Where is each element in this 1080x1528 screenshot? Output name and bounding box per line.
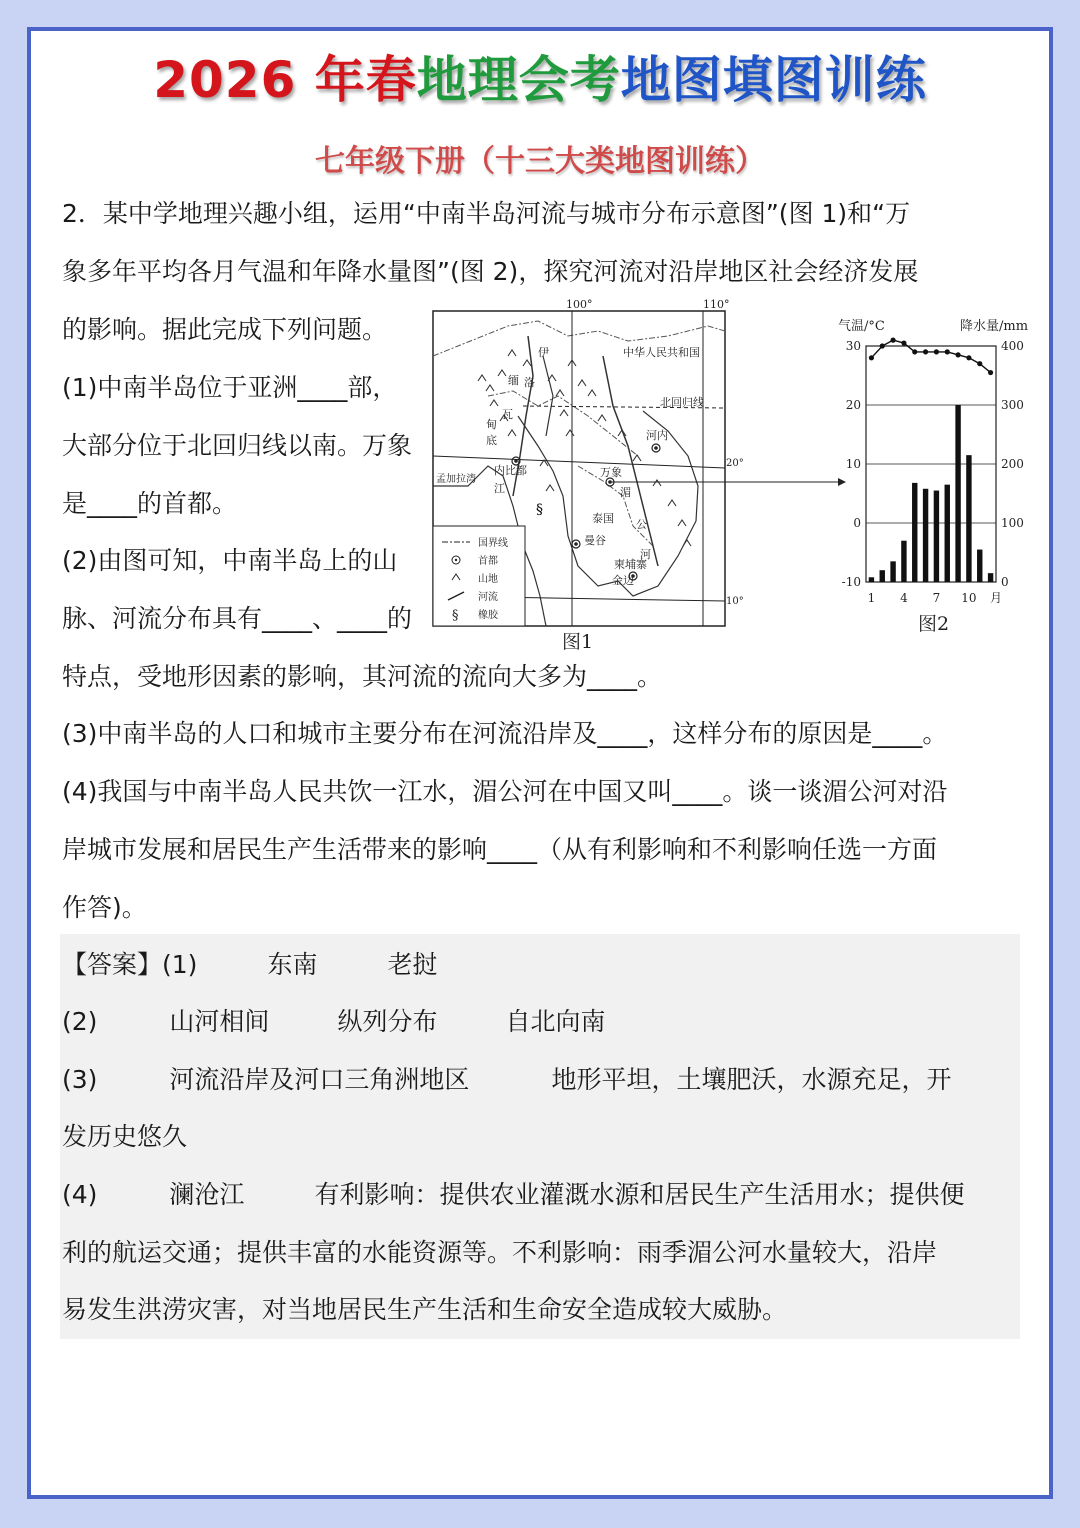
x-unit: 月 [990, 591, 1003, 605]
question-line: 2．某中学地理兴趣小组，运用“中南半岛河流与城市分布示意图”(图 1)和“万 [62, 199, 911, 228]
answer-text: 地形平坦，土壤肥沃，水源充足，开 [551, 1065, 952, 1094]
answer-num: (3) [62, 1065, 98, 1094]
answer-num: (2) [62, 1007, 98, 1036]
y-tick-label: -10 [841, 575, 861, 589]
answer-num: (1) [162, 950, 198, 979]
answer-text: 老挝 [387, 950, 438, 979]
rubber-symbol: § [536, 502, 543, 518]
x-tick-label: 7 [932, 591, 941, 605]
place-label: 河 [640, 548, 651, 561]
place-label: 公 [636, 518, 647, 531]
answer-text: 东南 [267, 950, 318, 979]
temp-point [955, 352, 960, 357]
temp-point [934, 349, 939, 354]
y2-tick-label: 400 [1001, 339, 1024, 353]
place-label: 北回归线 [660, 396, 704, 409]
title-subject: 地理会考 [416, 51, 621, 109]
title-season: 年春 [314, 51, 417, 109]
right-axis-label: 降水量/mm [960, 319, 1029, 334]
y-tick-label: 10 [845, 457, 861, 471]
answer-box [60, 934, 1020, 1339]
temp-point [912, 349, 917, 354]
title-year: 2026 [153, 51, 297, 109]
legend-label: 国界线 [478, 538, 508, 549]
y2-tick-label: 300 [1001, 398, 1024, 412]
precip-bar [945, 485, 950, 582]
map-figure [428, 296, 744, 654]
question-line: 的影响。据此完成下列问题。 [62, 315, 388, 344]
question-line: 作答)。 [62, 893, 147, 922]
place-label: 缅 [508, 374, 519, 387]
answer-text: 有利影响：提供农业灌溉水源和居民生产生活用水；提供便 [314, 1180, 965, 1209]
answer-text: 自北向南 [505, 1007, 606, 1036]
temp-point [945, 349, 950, 354]
y2-tick-label: 100 [1001, 516, 1024, 530]
answer-line-4c: 易发生洪涝灾害，对当地居民生产生活和生命安全造成较大威胁。 [62, 1295, 788, 1324]
question-line: (1)中南半岛位于亚洲____部， [62, 373, 398, 402]
precip-bar [977, 550, 982, 582]
precip-bar [901, 541, 906, 582]
title-topic: 地图填图训练 [620, 51, 927, 109]
answer-text: 澜沧江 [169, 1180, 245, 1209]
place-label: 金边 [612, 574, 634, 587]
temp-point [988, 370, 993, 375]
y-tick-label: 20 [845, 398, 861, 412]
place-label: 底 [486, 434, 497, 447]
question-line: (3)中南半岛的人口和城市主要分布在河流沿岸及____，这样分布的原因是____。 [62, 719, 948, 748]
left-axis-label: 气温/°C [838, 319, 885, 334]
x-tick-label: 1 [867, 591, 876, 605]
temp-point [966, 355, 971, 360]
x-tick-label: 4 [900, 591, 908, 605]
precip-bar [880, 570, 885, 582]
legend-label: 首都 [478, 556, 498, 567]
answer-text: 山河相间 [169, 1007, 270, 1036]
place-label: 湄 [620, 486, 631, 499]
precip-bar [890, 561, 895, 582]
y-tick-label: 0 [853, 516, 861, 530]
question-line: 岸城市发展和居民生产生活带来的影响____（从有利影响和不利影响任选一方面 [62, 835, 938, 864]
legend-label: 橡胶 [478, 610, 498, 621]
question-line: 大部分位于北回归线以南。万象 [62, 431, 413, 460]
answer-line-3b: 发历史悠久 [62, 1122, 188, 1151]
place-label: 瓦 [502, 408, 513, 421]
place-label: 孟加拉湾 [436, 474, 476, 485]
y2-tick-label: 200 [1001, 457, 1024, 471]
page-subtitle: 七年级下册（十三大类地图训练） [315, 144, 765, 179]
y-tick-label: 30 [845, 339, 861, 353]
chart-caption: 图2 [918, 613, 950, 635]
lat-label: 20° [726, 458, 744, 469]
answer-label: 【答案】 [62, 950, 163, 979]
lon-label: 110° [703, 298, 730, 311]
question-line: 是____的首都。 [62, 489, 238, 518]
legend-label: 河流 [478, 592, 498, 603]
temp-line [871, 340, 990, 372]
place-label: 柬埔寨 [614, 558, 647, 571]
x-tick-label: 10 [961, 591, 977, 605]
place-label: 江 [494, 482, 505, 495]
map-caption: 图1 [562, 631, 594, 653]
precip-bar [912, 483, 917, 582]
answer-num: (4) [62, 1180, 98, 1209]
page-title [0, 40, 1080, 120]
lon-label: 100° [566, 298, 593, 311]
y2-tick-label: 0 [1001, 575, 1009, 589]
question-line: (2)由图可知，中南半岛上的山 [62, 546, 398, 575]
svg-text:§: § [452, 608, 459, 623]
question-line: (4)我国与中南半岛人民共饮一江水，湄公河在中国又叫____。谈一谈湄公河对沿 [62, 777, 948, 806]
place-label: 河内 [646, 429, 668, 442]
place-label: 甸 [486, 418, 497, 431]
place-label: 曼谷 [584, 534, 606, 547]
question-line: 特点，受地形因素的影响，其河流的流向大多为____。 [62, 662, 663, 691]
precip-bar [869, 577, 874, 582]
legend-label: 山地 [478, 574, 498, 585]
place-label: 万象 [600, 466, 622, 479]
answer-text: 纵列分布 [337, 1007, 438, 1036]
question-line: 脉、河流分布具有____、____的 [62, 604, 413, 633]
precip-bar [966, 455, 971, 582]
precip-bar [988, 573, 993, 582]
temp-point [880, 343, 885, 348]
precip-bar [934, 491, 939, 582]
place-label: 内比都 [494, 464, 527, 477]
place-label: 伊 [538, 346, 549, 359]
temp-point [869, 355, 874, 360]
answer-line-3 [62, 1060, 951, 1100]
answer-text: 河流沿岸及河口三角洲地区 [169, 1065, 470, 1094]
question-line: 象多年平均各月气温和年降水量图”(图 2)，探究河流对沿岸地区社会经济发展 [62, 257, 919, 286]
temp-point [977, 361, 982, 366]
answer-line-2 [62, 1002, 605, 1042]
precip-bar [955, 405, 960, 582]
climate-chart [830, 312, 1040, 642]
place-label: 洛 [524, 376, 535, 389]
lat-label: 10° [726, 596, 744, 607]
place-label: 中华人民共和国 [623, 346, 700, 359]
temp-point [901, 340, 906, 345]
answer-line-4b: 利的航运交通；提供丰富的水能资源等。不利影响：雨季湄公河水量较大，沿岸 [62, 1238, 938, 1267]
answer-line-1 [62, 945, 437, 985]
answer-line-4 [62, 1175, 964, 1215]
place-label: 泰国 [592, 512, 614, 525]
temp-point [923, 349, 928, 354]
precip-bar [923, 489, 928, 582]
temp-point [890, 338, 895, 343]
